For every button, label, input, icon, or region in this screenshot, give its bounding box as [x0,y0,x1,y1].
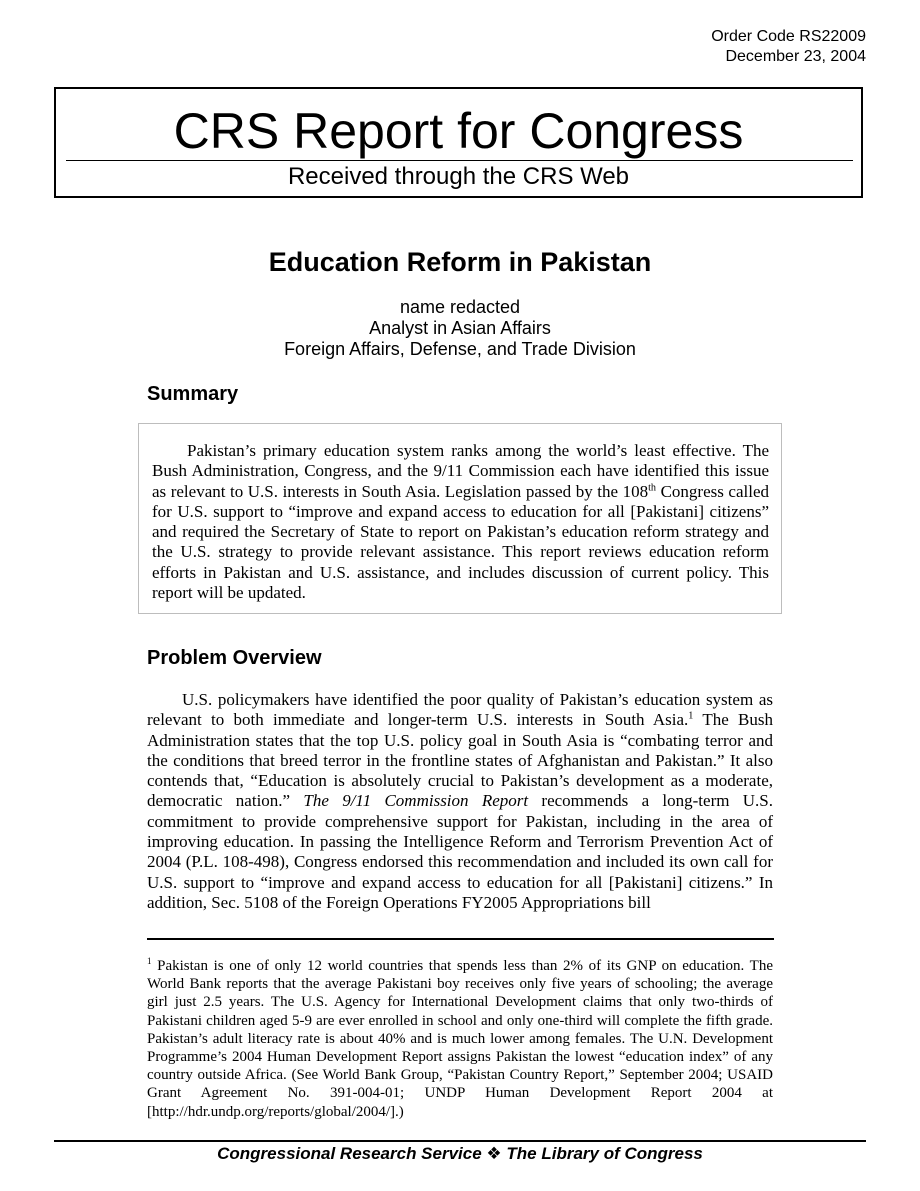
overview-text-3: recommends a long-term U.S. commitment to provide comprehensive support for Pakistan, including in the area of improving education. In passing the Intelligence Reform and Terrorism Prevention Act of 2004 (P.L. 108-498), Congress endorsed this recommendation and included its own call for U.S. support to “improve and expand access to education for all [Pakistani] citizens.” In addition, Sec. 5108 of the Foreign Operations FY2005 Appropriations bill [147,791,773,912]
ordinal-superscript: th [648,481,657,493]
footnote-text: Pakistan is one of only 12 world countries that spends less than 2% of its GNP on education. The World Bank reports that the average Pakistani boy receives only five years of schooling; the average girl just 2.5 years. The U.S. Agency for International Development claims that only two-thirds of Pakistani children aged 5-9 are ever enrolled in school and only one-third will complete the fifth grade. Pakistan’s adult literacy rate is about 40% and is much lower among females. The U.N. Development Programme’s 2004 Human Development Report assigns Pakistan the lowest “education index” of any country outside Africa. (See World Bank Group, “Pakistan Country Report,” September 2004; USAID Grant Agreement No. 391-004-01; UNDP Human Development Report 2004 at [http://hdr.undp.org/reports/global/2004/].) [147,958,773,1120]
summary-text-2: Congress called for U.S. support to “improve and expand access to education for all [Pakistani] citizens” and required the Secretary of State to report on Pakistan’s education reform strategy and the U.S. strategy to provide relevant assistance. This report reviews education reform efforts in Pakistan and U.S. assistance, and includes discussion of current policy. This report will be updated. [152,481,769,603]
footer-crs: Congressional Research Service [217,1144,482,1163]
report-date: December 23, 2004 [725,48,866,65]
author-block [0,297,920,360]
problem-overview-heading: Problem Overview [147,647,322,669]
overview-paragraph [147,690,773,913]
banner-divider [66,160,853,161]
banner-title: CRS Report for Congress [173,103,744,159]
author-division: Foreign Affairs, Defense, and Trade Division [284,339,636,359]
footnote-reference[interactable]: 1 [688,710,694,722]
document-title: Education Reform in Pakistan [268,247,652,277]
problem-overview-body [147,690,773,913]
footnote-divider [147,938,774,940]
overview-text-1: U.S. policymakers have identified the poor quality of Pakistan’s education system as relevant to both immediate and longer-term U.S. interests in South Asia. [147,690,773,730]
four-petal-ornament-icon: ❖ [486,1144,502,1163]
summary-text-1: Pakistan’s primary education system ranks among the world’s least effective. The Bush Administration, Congress, and the 9/11 Commission each have identified this issue as relevant to U.S. interests in South Asia. Legislation passed by the 108 [152,441,769,501]
footnote-number: 1 [147,956,152,966]
commission-report-title: The 9/11 Commission Report [303,791,529,811]
report-banner [54,87,863,198]
banner-subtitle: Received through the CRS Web [287,163,630,190]
overview-text-2: The Bush Administration states that the top U.S. policy goal in South Asia is “combating terror and the conditions that breed terror in the frontline states of Afghanistan and Pakistan.” It also contends that, “Education is absolutely crucial to Pakistan’s development as a moderate, democratic nation.” [147,710,773,811]
order-code: Order Code RS22009 [711,28,866,45]
page-footer [0,1143,920,1165]
author-position: Analyst in Asian Affairs [369,318,551,338]
author-name: name redacted [399,297,521,317]
summary-heading: Summary [147,383,239,405]
footnote [147,957,773,1121]
footer-divider [54,1140,866,1142]
summary-box [138,423,782,614]
footer-loc: The Library of Congress [506,1144,703,1163]
order-info [711,27,866,67]
summary-paragraph [152,441,769,603]
